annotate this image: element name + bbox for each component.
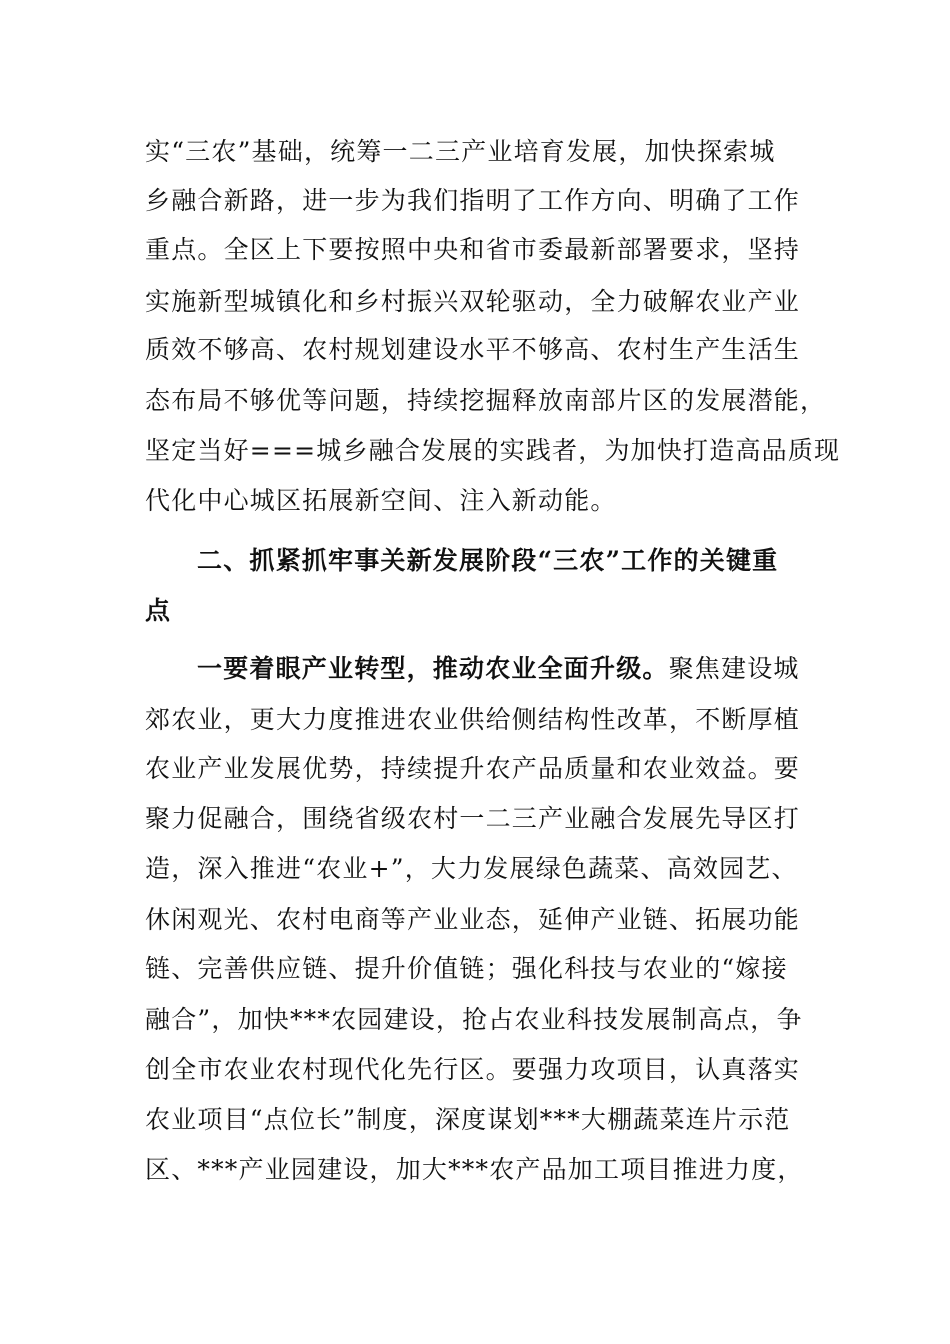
paragraph-line: 创全市农业农村现代化先行区。要强力攻项目，认真落实 [145, 1055, 801, 1084]
paragraph-line: 聚力促融合，围绕省级农村一二三产业融合发展先导区打 [145, 804, 801, 833]
paragraph-line: 郊农业，更大力度推进农业供给侧结构性改革，不断厚植 [145, 705, 801, 734]
paragraph-lead-bold: 一要着眼产业转型，推动农业全面升级。 [197, 654, 669, 683]
paragraph-line: 实“三农”基础，统筹一二三产业培育发展，加快探索城 [145, 137, 776, 166]
paragraph-line: 实施新型城镇化和乡村振兴双轮驱动，全力破解农业产业 [145, 287, 801, 316]
paragraph-line: 乡融合新路，进一步为我们指明了工作方向、明确了工作 [145, 186, 801, 215]
paragraph-lead-line [197, 654, 857, 684]
paragraph-line: 造，深入推进“农业+”，大力发展绿色蔬菜、高效园艺、 [145, 854, 798, 883]
paragraph-line: 态布局不够优等问题，持续挖掘释放南部片区的发展潜能， [145, 386, 827, 415]
paragraph-line: 农业产业发展优势，持续提升农产品质量和农业效益。要 [145, 754, 801, 783]
paragraph-line: 融合”，加快***农园建设，抢占农业科技发展制高点，争 [145, 1005, 803, 1034]
paragraph-line: 坚定当好===城乡融合发展的实践者，为加快打造高品质现 [145, 436, 841, 465]
section-heading: 二、抓紧抓牢事关新发展阶段“三农”工作的关键重 [197, 546, 779, 575]
paragraph-line: 区、***产业园建设，加大***农产品加工项目推进力度， [145, 1155, 804, 1184]
paragraph-line: 代化中心城区拓展新空间、注入新动能。 [145, 486, 617, 515]
paragraph-line: 重点。全区上下要按照中央和省市委最新部署要求，坚持 [145, 235, 801, 264]
paragraph-line: 休闲观光、农村电商等产业业态，延伸产业链、拓展功能 [145, 905, 801, 934]
section-heading-continuation: 点 [145, 596, 172, 625]
paragraph-lead-rest: 聚焦建设城 [668, 654, 800, 683]
paragraph-line: 链、完善供应链、提升价值链；强化科技与农业的“嫁接 [145, 954, 788, 983]
paragraph-line: 质效不够高、农村规划建设水平不够高、农村生产生活生 [145, 335, 801, 364]
paragraph-line: 农业项目“点位长”制度，深度谋划***大棚蔬菜连片示范 [145, 1105, 791, 1134]
